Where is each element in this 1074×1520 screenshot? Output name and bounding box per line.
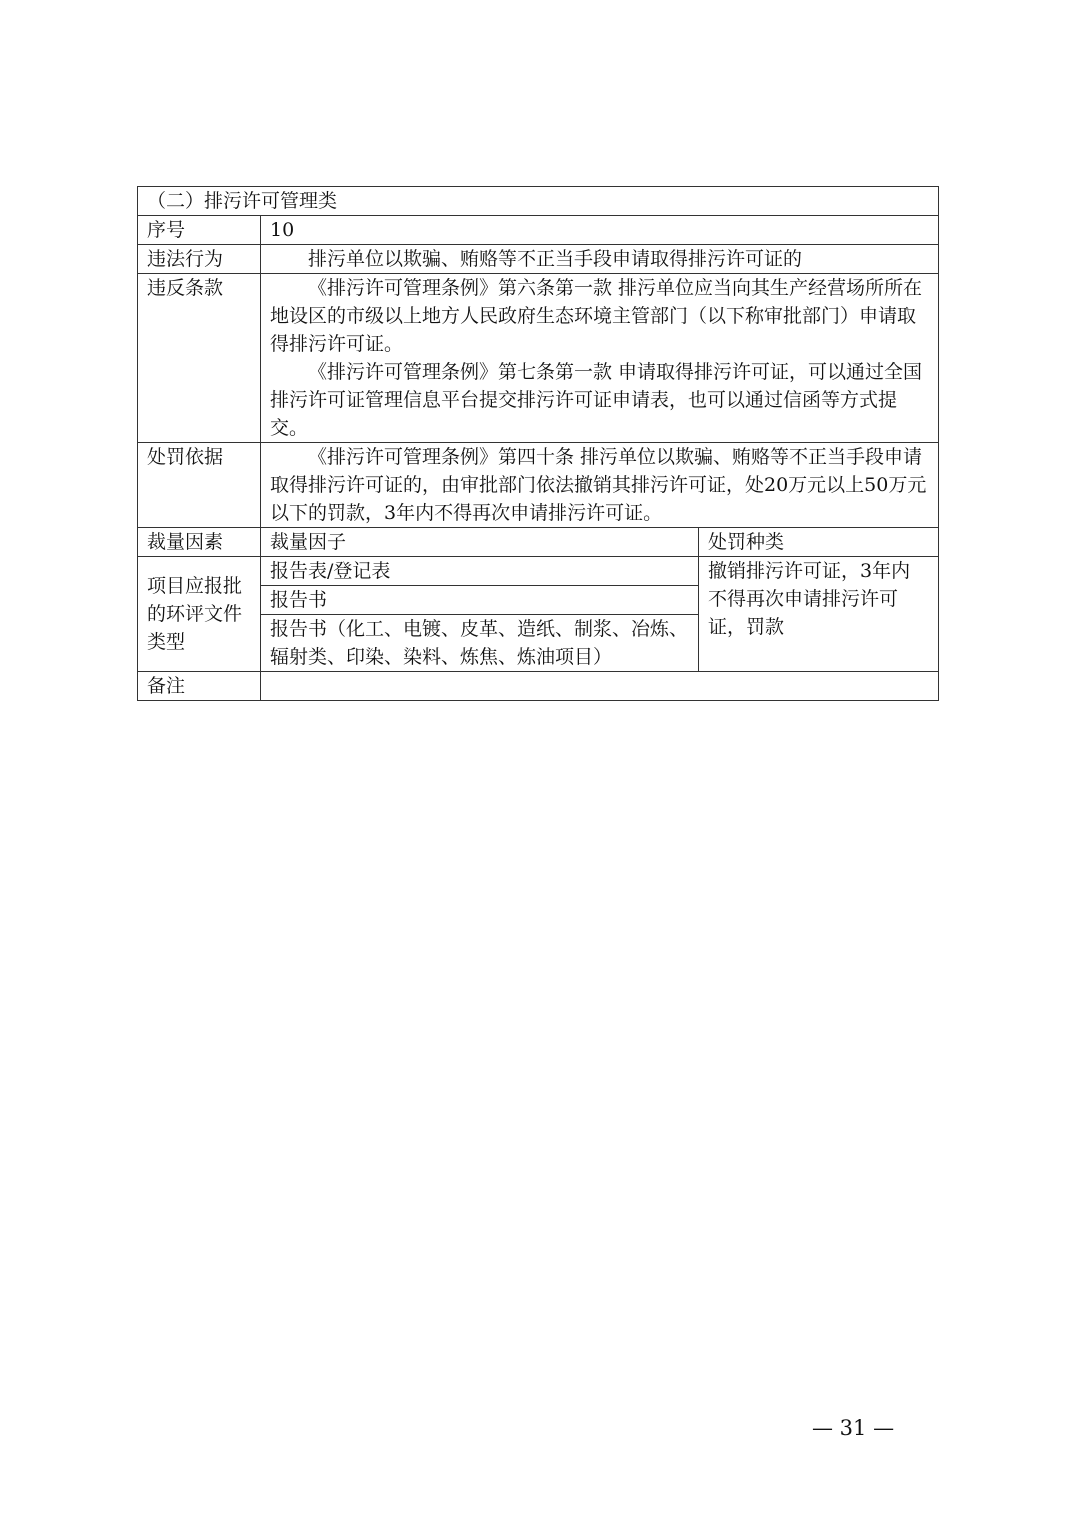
eia-label: 项目应报批的环评文件类型 [138,557,261,672]
provisions-cell [261,274,939,443]
remarks-value [261,672,939,701]
violation-label: 违法行为 [138,245,261,274]
eia-factor: 报告表/登记表 [261,557,699,586]
eia-factor: 报告书（化工、电镀、皮革、造纸、制浆、冶炼、辐射类、印染、染料、炼焦、炼油项目） [261,615,699,672]
page-number: — 31 — [812,1416,895,1440]
penalty-type-header: 处罚种类 [699,528,939,557]
discretion-factor-header: 裁量因子 [261,528,699,557]
eia-factor: 报告书 [261,586,699,615]
violation-value: 排污单位以欺骗、贿赂等不正当手段申请取得排污许可证的 [261,245,939,274]
eia-penalty: 撤销排污许可证，3年内不得再次申请排污许可证，罚款 [699,557,939,672]
serial-value: 10 [261,216,939,245]
serial-label: 序号 [138,216,261,245]
provision-paragraph: 《排污许可管理条例》第七条第一款 申请取得排污许可证，可以通过全国排污许可证管理信息平台提交排污许可证申请表，也可以通过信函等方式提交。 [270,361,923,439]
provision-paragraph: 《排污许可管理条例》第六条第一款 排污单位应当向其生产经营场所所在地设区的市级以上地方人民政府生态环境主管部门（以下称审批部门）申请取得排污许可证。 [270,277,923,355]
remarks-label: 备注 [138,672,261,701]
discretion-label: 裁量因素 [138,528,261,557]
penalty-table [137,186,939,701]
penalty-basis-value: 《排污许可管理条例》第四十条 排污单位以欺骗、贿赂等不正当手段申请取得排污许可证的，由审批部门依法撤销其排污许可证，处20万元以上50万元以下的罚款，3年内不得再次申请排污许可证。 [261,443,939,528]
provisions-label: 违反条款 [138,274,261,443]
section-title: （二）排污许可管理类 [138,187,939,216]
penalty-basis-label: 处罚依据 [138,443,261,528]
